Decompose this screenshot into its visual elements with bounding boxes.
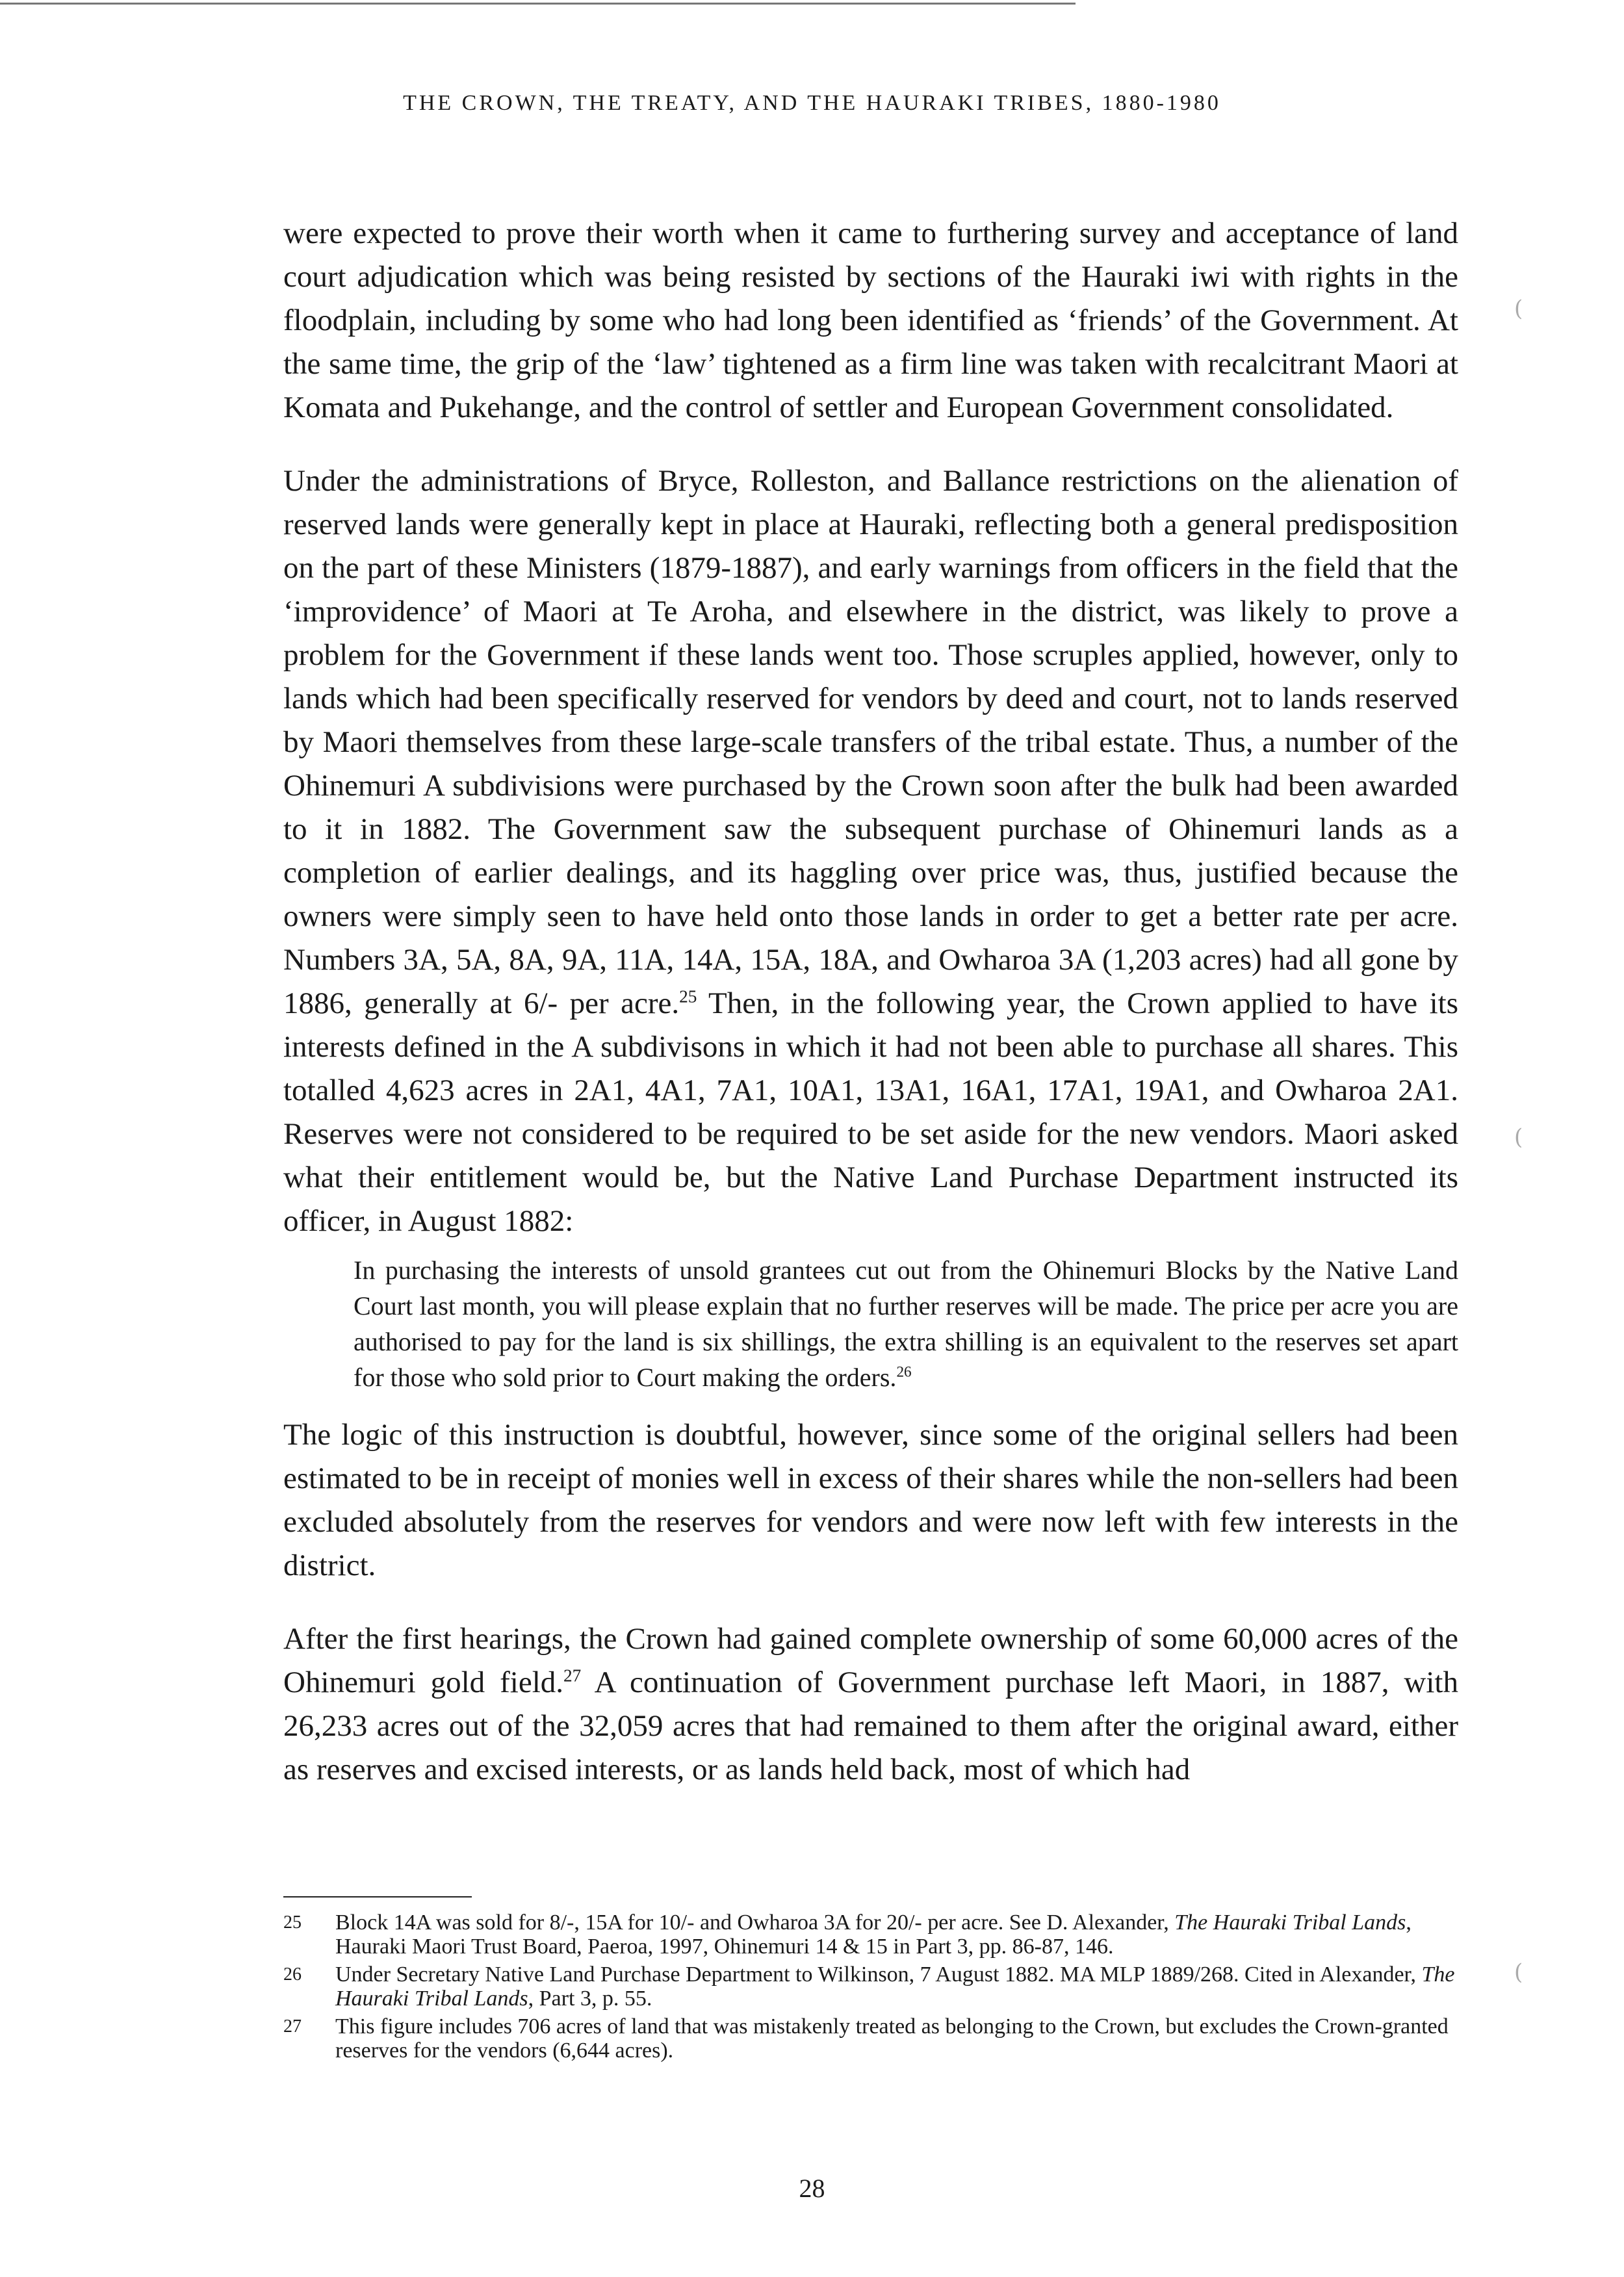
footnote-rule: [283, 1896, 472, 1897]
paragraph: were expected to prove their worth when it came to furthering survey and acceptance of land court adjudication which was being resisted by sections of the Hauraki iwi with rights in the floodplain, including by some who had long been identified as ‘friends’ of the Government. At the same time, the grip of the ‘law’ tightened as a firm line was taken with recalcitrant Maori at Komata and Pukehange, and the control of settler and European Government consolidated.: [283, 216, 1458, 424]
page-number: 28: [799, 2174, 825, 2203]
footnotes: [283, 1910, 1458, 2066]
footnote-number: 26: [283, 1964, 302, 1985]
footnote: [283, 2014, 1458, 2063]
block-quote: In purchasing the interests of unsold grantees cut out from the Ohinemuri Blocks by the Native Land Court last month, you will please explain that no further reserves will be made. The price per acre you are authorised to pay for the land is six shillings, the extra shilling is an equivalent to the reserves set apart for those who sold prior to Court making the orders.$^{26}$: [354, 1255, 1458, 1392]
margin-mark: (: [1514, 296, 1523, 322]
footnote-ref: 27: [563, 1666, 582, 1686]
margin-mark: (: [1514, 1959, 1523, 1985]
footnote-ref: 25: [679, 986, 697, 1007]
paragraph: The logic of this instruction is doubtful, however, since some of the original sellers had been estimated to be in receipt of monies well in excess of their shares while the non-sellers had been excluded absolutely from the reserves for vendors and were now left with few interests in the district.: [283, 1418, 1458, 1582]
footnote-text: Block 14A was sold for 8/-, 15A for 10/- and Owharoa 3A for 20/- per acre. See D. Alexander, The Hauraki Tribal Lands, Hauraki Maori Trust Board, Paeroa, 1997, Ohinemuri 14 & 15 in Part 3, pp. 86-87, 146.: [335, 1910, 1411, 1959]
running-head: THE CROWN, THE TREATY, AND THE HAURAKI TRIBES, 1880-1980: [403, 91, 1221, 115]
footnote-text: This figure includes 706 acres of land that was mistakenly treated as belonging to the Crown, but excludes the Crown-granted reserves for the vendors (6,644 acres).: [335, 2014, 1449, 2063]
paragraph: Under the administrations of Bryce, Rolleston, and Ballance restrictions on the alienation of reserved lands were generally kept in place at Hauraki, reflecting both a general predisposition on the part of these Ministers (1879-1887), and early warnings from officers in the field that the ‘improvidence’ of Maori at Te Aroha, and elsewhere in the district, was likely to prove a problem for the Government if these lands went too. Those scruples applied, however, only to lands which had been specifically reserved for vendors by deed and court, not to lands reserved by Maori themselves from these large-scale transfers of the tribal estate. Thus, a number of the Ohinemuri A subdivisions were purchased by the Crown soon after the bulk had been awarded to it in 1882. The Government saw the subsequent purchase of Ohinemuri lands as a completion of earlier dealings, and its haggling over price was, thus, justified because the owners were simply seen to have held onto those lands in order to get a better rate per acre. Numbers 3A, 5A, 8A, 9A, 11A, 14A, 15A, 18A, and Owharoa 3A (1,203 acres) had all gone by 1886, generally at 6/- per acre.$^{25}$ Then, in the following year, the Crown applied to have its interests defined in the A subdivisons in which it had not been able to purchase all shares. This totalled 4,623 acres in 2A1, 4A1, 7A1, 10A1, 13A1, 16A1, 17A1, 19A1, and Owharoa 2A1. Reserves were not considered to be required to be set aside for the new vendors. Maori asked what their entitlement would be, but the Native Land Purchase Department instructed its officer, in August 1882:: [283, 464, 1458, 1238]
margin-mark: (: [1514, 1124, 1523, 1150]
footnote-number: 27: [283, 2016, 302, 2037]
footnote: [283, 1962, 1458, 2011]
main-text: [283, 212, 1458, 1821]
footnote-number: 25: [283, 1912, 302, 1933]
top-border-rule: [0, 3, 1076, 5]
footnote-text: Under Secretary Native Land Purchase Department to Wilkinson, 7 August 1882. MA MLP 1889/268. Cited in Alexander, The Hauraki Tribal Lands, Part 3, p. 55.: [335, 1962, 1455, 2011]
paragraph: After the first hearings, the Crown had gained complete ownership of some 60,000 acres of the Ohinemuri gold field.$^{27}$ A continuation of Government purchase left Maori, in 1887, with 26,233 acres out of the 32,059 acres that had remained to them after the original award, either as reserves and excised interests, or as lands held back, most of which had: [283, 1622, 1458, 1786]
footnote-ref: 26: [896, 1363, 912, 1381]
footnote: [283, 1910, 1458, 1959]
